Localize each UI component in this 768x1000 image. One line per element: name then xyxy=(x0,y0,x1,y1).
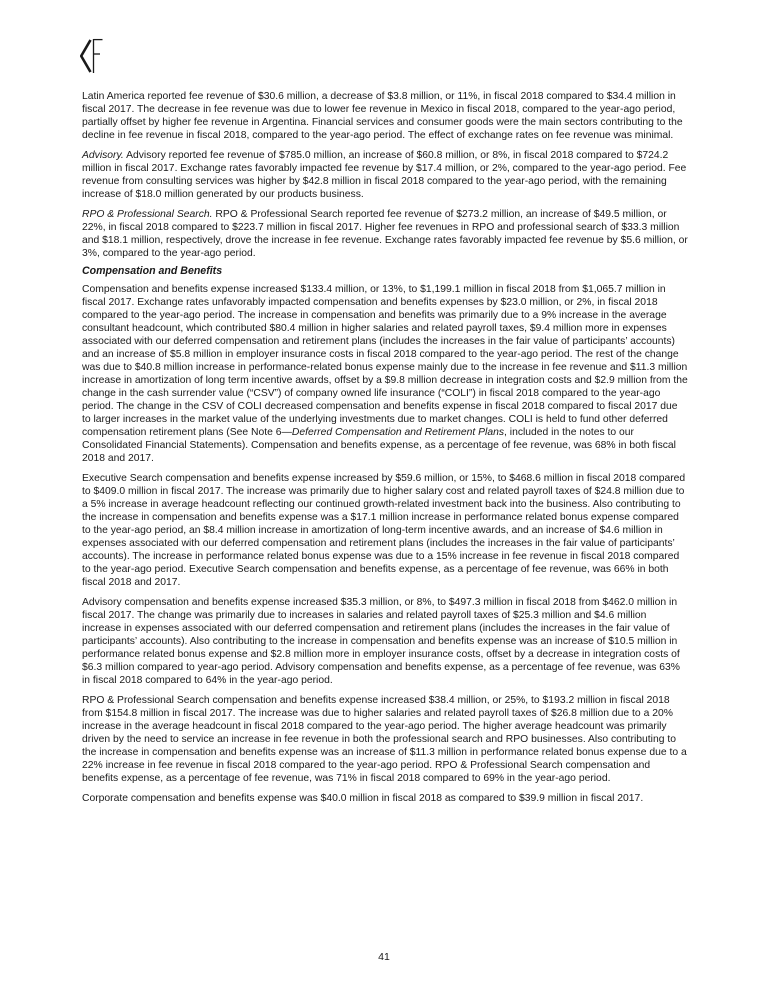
advisory-fee-text: Advisory reported fee revenue of $785.0 million, an increase of $60.8 million, or 8%, in fiscal 2018 compared to $724.2 million in fiscal 2017. Exchange rates favorably impacted fee revenue by $17.4 million, or 2%, compared to the year-ago period. Fee revenue from consulting services was higher by $42.8 million in fiscal 2018 compared to the year-ago period, with the remaining increase of $18.0 million generated by our products business. xyxy=(82,150,687,200)
rpo-fee-text: RPO & Professional Search reported fee revenue of $273.2 million, an increase of $49.5 million, or 22%, in fiscal 2018 compared to $223.7 million in fiscal 2017. Higher fee revenues in RPO and professional search of $33.3 million and $18.1 million, respectively, drove the increase in fee revenue. Exchange rates favorably impacted fee revenue by $5.6 million, or 3%, compared to the year-ago period. xyxy=(82,209,688,259)
executive-search-compensation-paragraph: Executive Search compensation and benefits expense increased by $59.6 million, or 15%, to $468.6 million in fiscal 2018 compared to $409.0 million in fiscal 2017. The increase was primarily due to higher salary cost and related payroll taxes of $24.8 million due to a 5% increase in average headcount reflecting our continued growth-related investment back into the business. Also contributing to the increase in compensation and benefits expense was a $17.1 million increase in performance related bonus expense compared to the year-ago period, an $8.4 million increase in amortization of long-term incentive awards, and an increase of $4.6 million in expenses associated with our deferred compensation and retirement plans (includes the increases in the fair value of participants’ accounts). The increase in performance related bonus expense was due to a 15% increase in fee revenue in fiscal 2018 compared to the year-ago period. Executive Search compensation and benefits expense, as a percentage of fee revenue, was 66% in both fiscal 2018 and 2017. xyxy=(82,473,686,588)
korn-ferry-logo-icon xyxy=(80,37,104,75)
page-number: 41 xyxy=(378,951,390,963)
corporate-compensation-paragraph: Corporate compensation and benefits expense was $40.0 million in fiscal 2018 as compared to $39.9 million in fiscal 2017. xyxy=(82,793,644,804)
advisory-compensation-paragraph: Advisory compensation and benefits expense increased $35.3 million, or 8%, to $497.3 million in fiscal 2018 from $462.0 million in fiscal 2017. The change was primarily due to increases in salaries and related payroll taxes of $25.3 million and $4.6 million increase in expenses associated with our deferred compensation and retirement plans (includes the increases in the fair value of participants’ accounts). Also contributing to the increase in compensation and benefits expense was an increase of $10.5 million in performance related bonus expense and $2.8 million more in employer insurance costs, offset by a decrease in integration costs of $6.3 million compared to year-ago period. Advisory compensation and benefits expense, as a percentage of fee revenue, was 63% in fiscal 2018 compared to 64% in the year-ago period. xyxy=(82,597,681,686)
rpo-label: RPO & Professional Search. xyxy=(82,209,213,220)
advisory-label: Advisory. xyxy=(82,150,124,161)
compensation-text-part2: , included in the notes to our Consolidated Financial Statements). Compensation and benefits expense, as a percentage of fee revenue, was 68% in both fiscal 2018 and 2017. xyxy=(82,427,676,464)
latin-america-paragraph: Latin America reported fee revenue of $30.6 million, a decrease of $3.8 million, or 11%, in fiscal 2018 compared to $34.4 million in fiscal 2017. The decrease in fee revenue was due to lower fee revenue in Mexico in fiscal 2018, compared to the year-ago period, partially offset by higher fee revenue in Argentina. Financial services and consumer goods were the main sectors contributing to the decline in fee revenue in fiscal 2018, compared to the year-ago period. The effect of exchange rates on fee revenue was minimal. xyxy=(82,91,683,141)
compensation-text-part1: Compensation and benefits expense increased $133.4 million, or 13%, to $1,199.1 million in fiscal 2018 from $1,065.7 million in fiscal 2017. Exchange rates unfavorably impacted compensation and benefits expenses by $23.0 million, or 2%, in fiscal 2018 compared to the year-ago period. The increase in compensation and benefits was primarily due to a 9% increase in the average consultant headcount, which contributed $80.4 million in higher salaries and related payroll taxes, $9.4 million more in expenses associated with our deferred compensation and retirement plans (includes the increases in the fair value of participants’ accounts) and an increase of $5.8 million in employer insurance costs in fiscal 2018 compared to the year-ago period. The rest of the change was due to $40.8 million increase in performance-related bonus expense mainly due to the increase in fee revenue and $11.3 million increase in amortization of long term incentive awards, offset by a $9.8 million decrease in integration costs and $2.9 million from the change in the cash surrender value (“CSV”) of company owned life insurance (“COLI”) in fiscal 2018 compared to the year-ago period. The change in the CSV of COLI decreased compensation and benefits expense in fiscal 2018 compared to fiscal 2017 due to larger increases in the market value of the underlying investments due to market changes. COLI is held to fund other deferred compensation retirement plans (See Note 6— xyxy=(82,284,688,438)
document-body xyxy=(82,90,688,812)
rpo-compensation-paragraph: RPO & Professional Search compensation and benefits expense increased $38.4 million, or 25%, to $193.2 million in fiscal 2018 from $154.8 million in fiscal 2017. The increase was due to higher salaries and related payroll taxes of $26.8 million due to a 20% increase in the average headcount in fiscal 2018 compared to the year-ago period. The higher average headcount was primarily driven by the need to service an increase in fee revenue in both the professional search and RPO businesses. Also contributing to the increase in compensation and benefits expense was an increase of $11.3 million in performance related bonus expense due to a 22% increase in fee revenue in fiscal 2018 compared to the year-ago period. RPO & Professional Search compensation and benefits expense, as a percentage of fee revenue, was 71% in fiscal 2018 compared to 69% in the year-ago period. xyxy=(82,695,687,784)
advisory-fee-paragraph xyxy=(82,149,688,201)
deferred-compensation-note-reference: Deferred Compensation and Retirement Plans xyxy=(291,427,505,438)
compensation-paragraph xyxy=(82,283,688,465)
compensation-heading: Compensation and Benefits xyxy=(82,265,223,277)
rpo-fee-paragraph xyxy=(82,208,688,260)
